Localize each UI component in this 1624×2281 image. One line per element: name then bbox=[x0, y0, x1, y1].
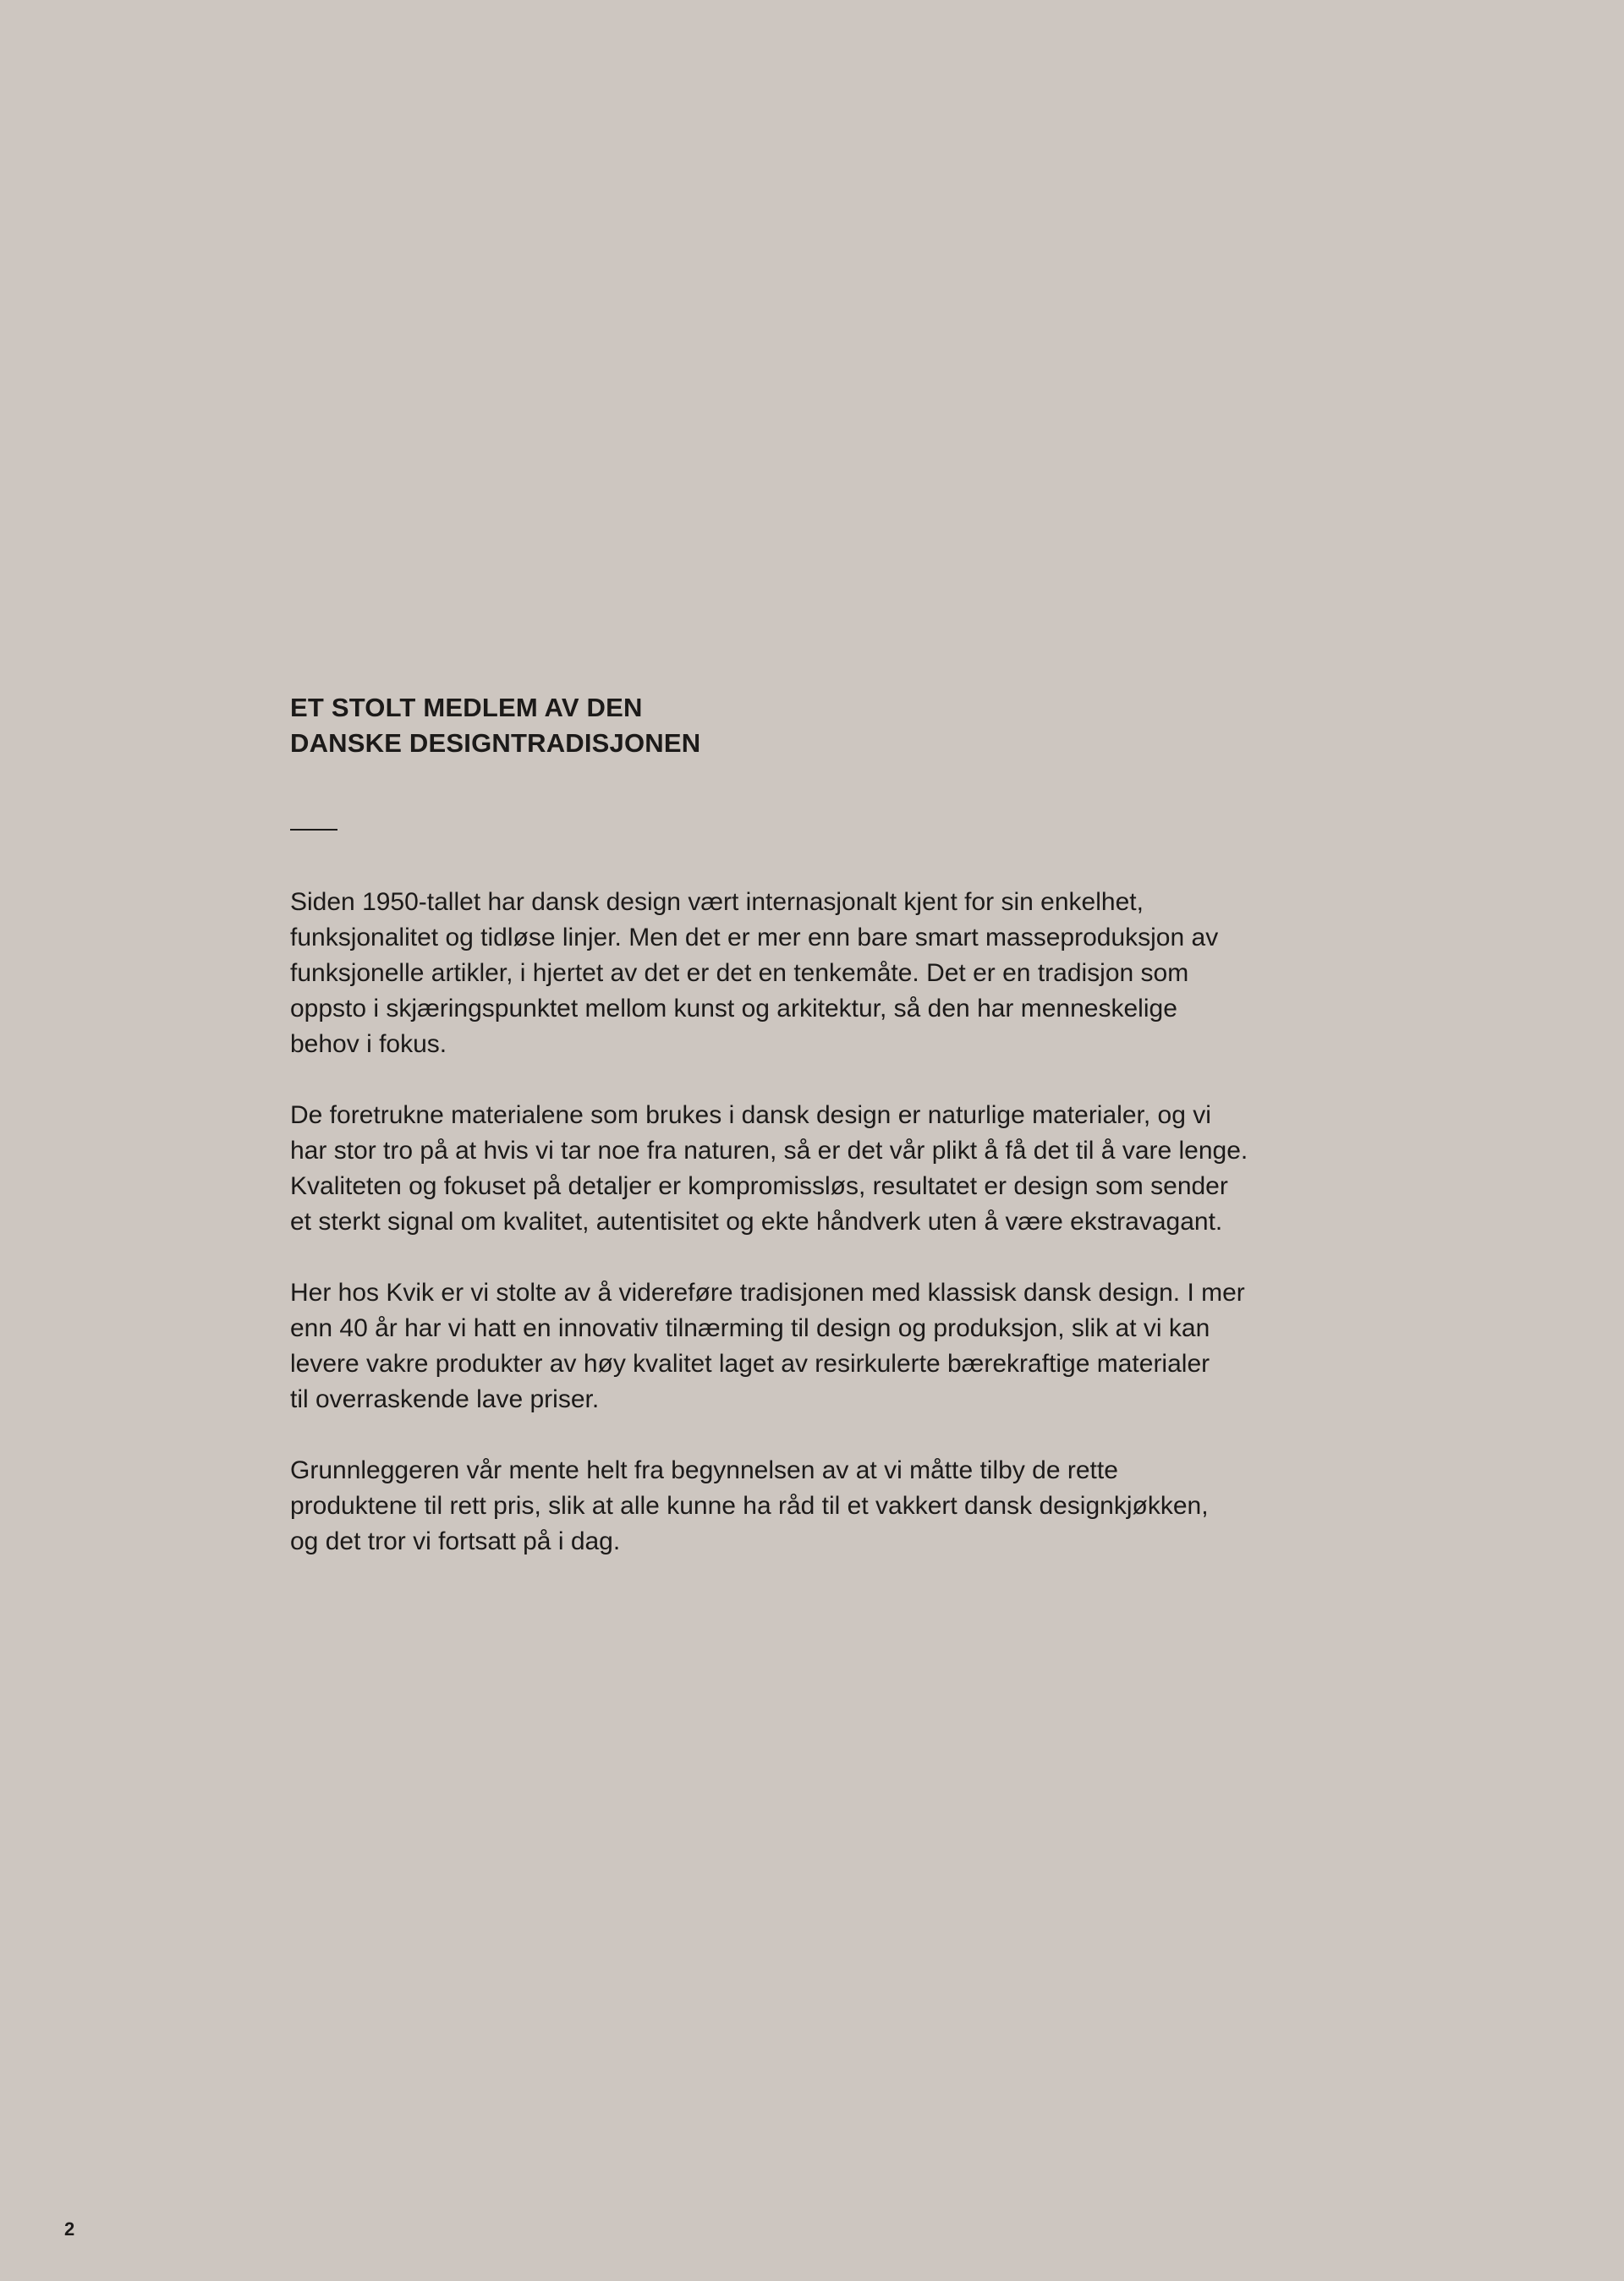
text-line: produktene til rett pris, slik at alle kunne ha råd til et vakkert dansk designkjøkken, bbox=[290, 1492, 1209, 1520]
heading-divider bbox=[290, 829, 337, 831]
text-line: levere vakre produkter av høy kvalitet laget av resirkulerte bærekraftige materialer bbox=[290, 1350, 1210, 1378]
text-line: oppsto i skjæringspunktet mellom kunst og arkitektur, så den har menneskelige bbox=[290, 995, 1177, 1023]
paragraph-founder bbox=[290, 1453, 1339, 1560]
text-line: Her hos Kvik er vi stolte av å videreføre tradisjonen med klassisk dansk design. I mer bbox=[290, 1279, 1245, 1307]
paragraph-kvik bbox=[290, 1275, 1339, 1417]
article-content bbox=[290, 690, 1339, 1595]
text-line: funksjonalitet og tidløse linjer. Men det er mer enn bare smart masseproduksjon av bbox=[290, 924, 1219, 951]
heading-line: DANSKE DESIGNTRADISJONEN bbox=[290, 728, 701, 758]
text-line: Siden 1950-tallet har dansk design vært internasjonalt kjent for sin enkelhet, bbox=[290, 888, 1144, 916]
text-line: har stor tro på at hvis vi tar noe fra naturen, så er det vår plikt å få det til å vare lenge. bbox=[290, 1137, 1248, 1165]
article-heading bbox=[290, 690, 1339, 761]
paragraph-history bbox=[290, 885, 1339, 1062]
page-number: 2 bbox=[64, 2218, 75, 2240]
paragraph-materials bbox=[290, 1098, 1339, 1240]
text-line: De foretrukne materialene som brukes i dansk design er naturlige materialer, og vi bbox=[290, 1101, 1211, 1129]
text-line: behov i fokus. bbox=[290, 1030, 447, 1058]
article-body bbox=[290, 885, 1339, 1560]
text-line: enn 40 år har vi hatt en innovativ tilnærming til design og produksjon, slik at vi kan bbox=[290, 1314, 1210, 1342]
text-line: Kvaliteten og fokuset på detaljer er kompromissløs, resultatet er design som sender bbox=[290, 1172, 1228, 1200]
text-line: til overraskende lave priser. bbox=[290, 1385, 600, 1413]
text-line: funksjonelle artikler, i hjertet av det er det en tenkemåte. Det er en tradisjon som bbox=[290, 959, 1189, 987]
heading-line: ET STOLT MEDLEM AV DEN bbox=[290, 693, 643, 722]
text-line: Grunnleggeren vår mente helt fra begynnelsen av at vi måtte tilby de rette bbox=[290, 1456, 1118, 1484]
text-line: et sterkt signal om kvalitet, autentisitet og ekte håndverk uten å være ekstravagant. bbox=[290, 1208, 1223, 1236]
text-line: og det tror vi fortsatt på i dag. bbox=[290, 1527, 621, 1555]
